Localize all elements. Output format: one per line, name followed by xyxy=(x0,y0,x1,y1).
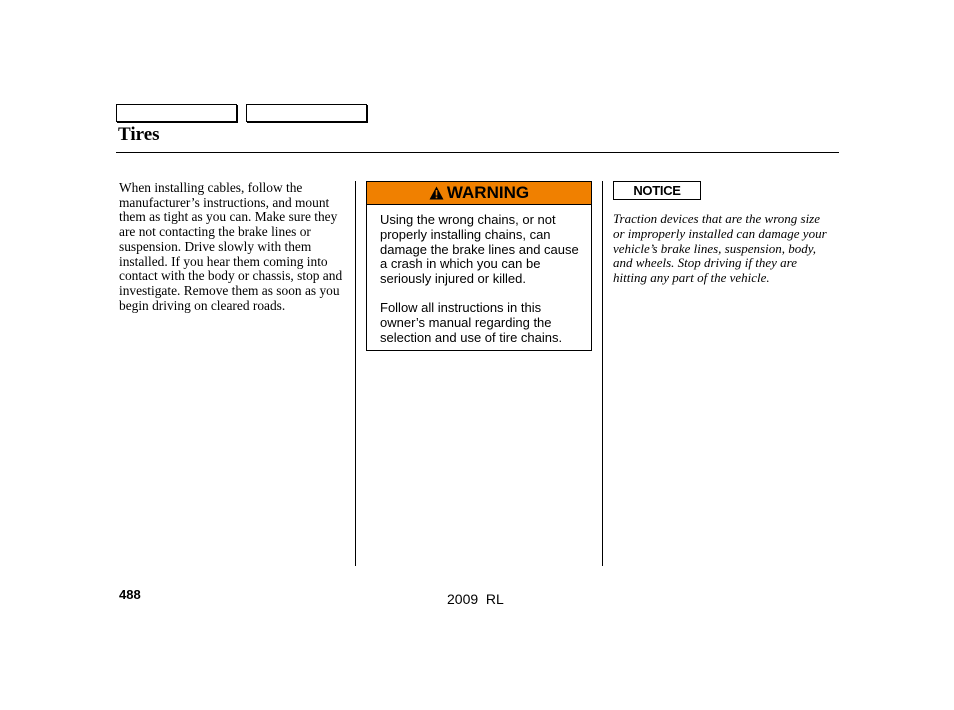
warning-triangle-icon xyxy=(429,186,444,200)
notice-label: NOTICE xyxy=(633,183,681,198)
body-paragraph: When installing cables, follow the manufacturer’s instructions, and mount them as tight as you can. Make sure they are not contacting the brake lines or suspension. Drive slowly with them installed. If you hear them coming into contact with the body or chassis, stop and investigate. Remove them as soon as you begin driving on cleared roads. xyxy=(119,180,343,313)
warning-label: WARNING xyxy=(446,183,530,202)
warning-box xyxy=(366,181,592,351)
column-divider-left xyxy=(355,181,356,566)
header-rule xyxy=(116,152,839,153)
page-number: 488 xyxy=(119,587,141,602)
warning-paragraph: Follow all instructions in this owner’s manual regarding the selection and use of tire chains. xyxy=(380,299,563,345)
nav-tab-main-menu[interactable] xyxy=(116,104,237,122)
column-divider-right xyxy=(602,181,603,566)
footer-model: 2009 RL xyxy=(447,591,504,607)
notice-paragraph: Traction devices that are the wrong size or improperly installed can damage your vehicle’s brake lines, suspension, body, and wheels. Stop driving if they are hitting any part of the vehicle. xyxy=(613,211,827,286)
nav-tab-index[interactable] xyxy=(246,104,367,122)
warning-paragraph: Using the wrong chains, or not properly installing chains, can damage the brake lines and cause a crash in which you can be seriously injured or killed. xyxy=(380,212,579,287)
page-title: Tires xyxy=(118,124,160,145)
warning-header xyxy=(367,182,591,205)
notice-badge xyxy=(613,181,701,200)
